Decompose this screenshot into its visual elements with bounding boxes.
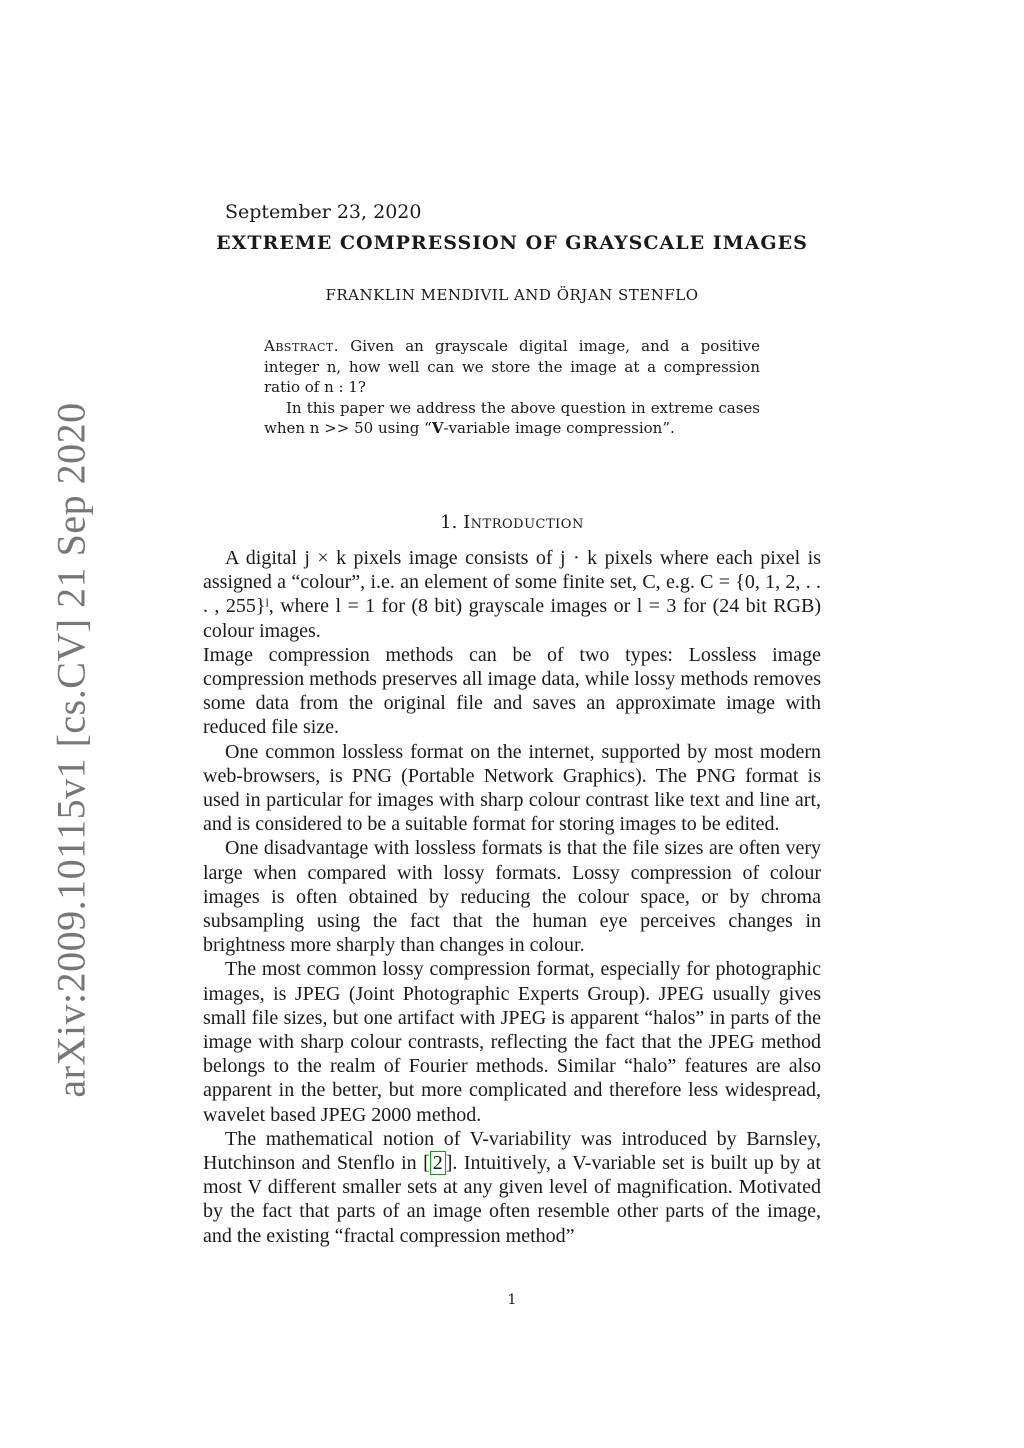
paragraph-text: The mathematical notion of V-variability was introduced by Barnsley, Hutchinson and Stenflo in (203, 1127, 821, 1175)
arxiv-identifier-text: arXiv:2009.10115v1 [cs.CV] 21 Sep 2020 (48, 402, 94, 1098)
paragraph: One common lossless format on the internet, supported by most modern web-browsers, is PNG (Portable Network Graphics). The PNG format is used in particular for images with sharp colour contrast like text and line art, and is considered to be a suitable format for storing images to be edited. (203, 740, 821, 836)
page-number: 1 (507, 1292, 517, 1308)
paper-date: September 23, 2020 (225, 201, 422, 223)
abstract (264, 336, 760, 439)
abstract-text-1: Given an grayscale digital image, and a positive integer n, how well can we store the image at a compression ratio of n : 1? (264, 337, 760, 396)
arxiv-identifier (36, 402, 106, 1098)
paper-authors: FRANKLIN MENDIVIL AND ÖRJAN STENFLO (325, 286, 699, 304)
paragraph: One disadvantage with lossless formats is that the file sizes are often very large when compared with lossy formats. Lossy compression of colour images is often obtained by reducing the colour space, or by chroma subsampling using the fact that the human eye perceives changes in brightness more sharply than changes in colour. (203, 837, 821, 957)
section-title: Introduction (463, 512, 584, 533)
abstract-text-2a: In this paper we address the above question in extreme cases when n >> 50 using “ (264, 398, 760, 437)
paragraph: The mathematical notion of V-variability was introduced by Barnsley, Hutchinson and Stenflo in [ 2 ]. Intuitively, a V-variable set is built up by at most V different smaller sets at any given level of magnification. Motivated by the fact that parts of an image often resemble other parts of the image, and the existing “fractal compression method” (203, 1127, 821, 1247)
abstract-text-2b: -variable image compression”. (443, 419, 675, 437)
abstract-label: Abstract. (264, 337, 340, 355)
paragraph: The most common lossy compression format, especially for photographic images, is JPEG (Joint Photographic Experts Group). JPEG usually gives small file sizes, but one artifact with JPEG is apparent “halos” in parts of the image with sharp colour contrasts, reflecting the fact that the JPEG method belongs to the realm of Fourier methods. Similar “halo” features are also apparent in the better, but more complicated and therefore less widespread, wavelet based JPEG 2000 method. (203, 958, 821, 1126)
abstract-paragraph-2 (264, 398, 760, 439)
section-heading (150, 512, 874, 533)
abstract-paragraph-1 (264, 336, 760, 398)
citation-link[interactable]: 2 (430, 1151, 446, 1175)
introduction-body (203, 546, 821, 1248)
abstract-bold-v: V (431, 419, 444, 437)
section-number: 1. (440, 512, 458, 533)
paper-title: EXTREME COMPRESSION OF GRAYSCALE IMAGES (216, 232, 808, 254)
paragraph-text: . Intuitively, a V-variable set is built up by at most V different smaller sets at any given level of magnification. Motivated by the fact that parts of an image often resemble other parts of the image, and the existing “fractal compression method” (203, 1152, 821, 1247)
paragraph: A digital j × k pixels image consists of j · k pixels where each pixel is assigned a “colour”, i.e. an element of some finite set, C, e.g. C = {0, 1, 2, . . . , 255}ˡ, where l = 1 for (8 bit) grayscale images or l = 3 for (24 bit RGB) colour images. (203, 547, 821, 642)
paragraph: Image compression methods can be of two types: Lossless image compression methods preserves all image data, while lossy methods removes some data from the original file and saves an approximate image with reduced file size. (203, 643, 821, 739)
